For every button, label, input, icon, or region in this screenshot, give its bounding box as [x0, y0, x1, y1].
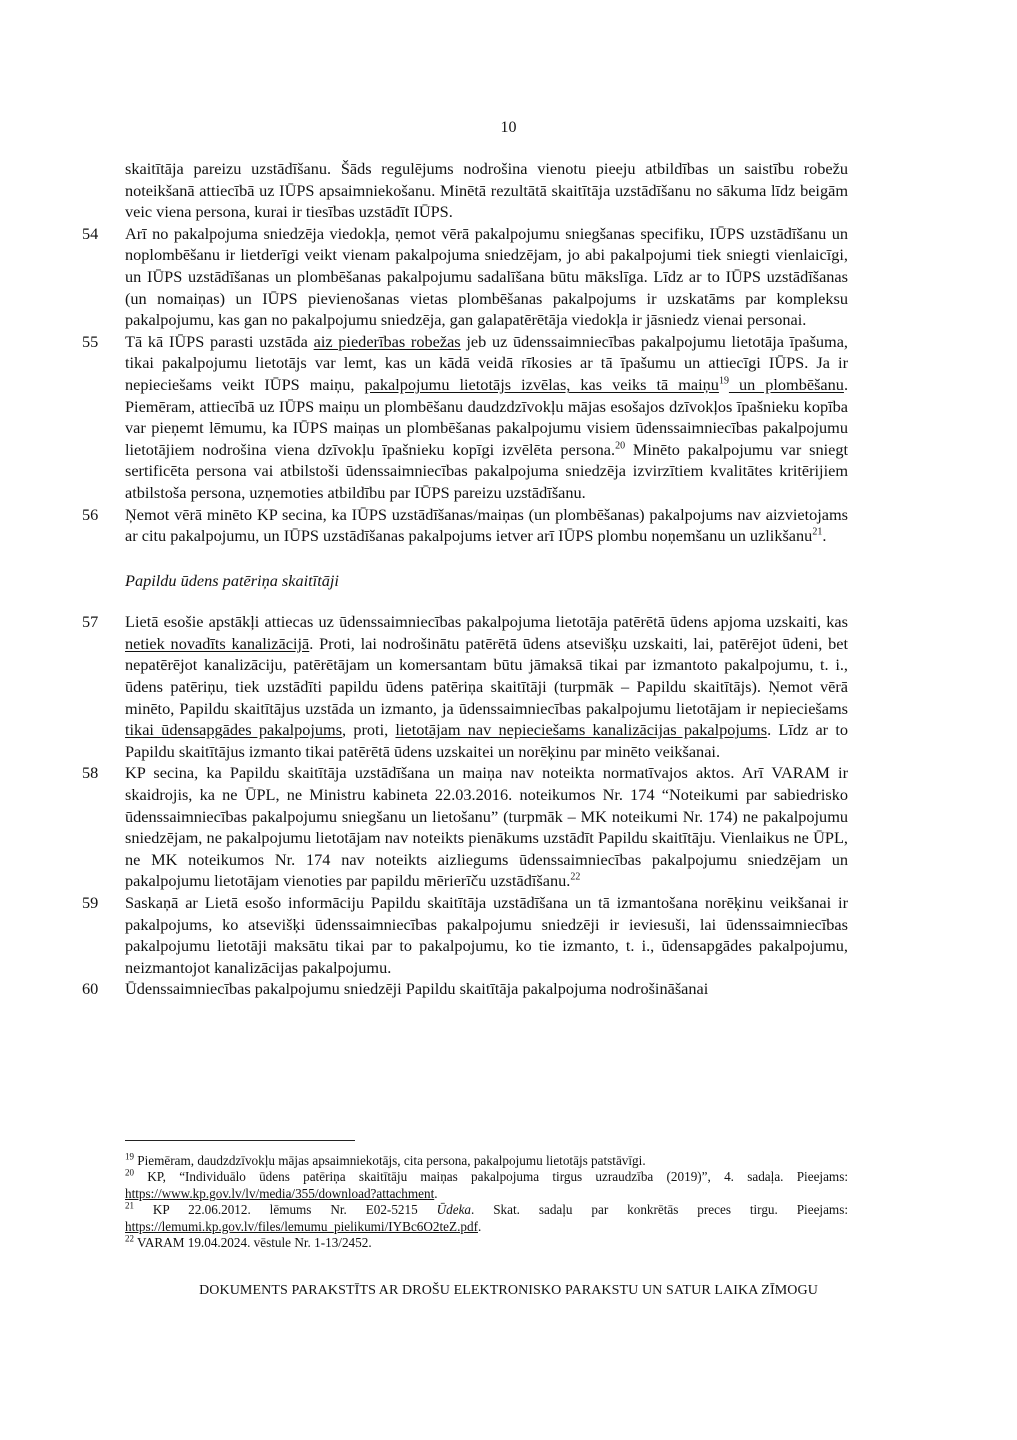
footnote-text: . Skat. sadaļu par konkrētās preces tirgu. Pieejams:: [471, 1202, 848, 1218]
paragraph-60: [82, 978, 848, 1000]
footnote-ref-21[interactable]: 21: [812, 526, 823, 538]
footnote-link[interactable]: https://www.kp.gov.lv/lv/media/355/download?attachment: [125, 1185, 435, 1201]
footnote-text: KP, “Individuālo ūdens patēriņa skaitītāju maiņas pakalpojuma tirgus uzraudzība (2019)”, 4. sadaļa. Pieejams:: [134, 1169, 848, 1185]
footnote-text: .: [434, 1185, 438, 1201]
text-run: .: [822, 526, 827, 546]
section-heading: Papildu ūdens patēriņa skaitītāji: [125, 570, 339, 590]
paragraph-text: skaitītāja pareizu uzstādīšanu. Šāds regulējums nodrošina vienotu pieeju atbildības un saistību robežu noteikšanā attiecībā uz IŪPS apsaimniekošanu. Minētā rezultātā skaitītāja uzstādīšanu no sākuma līdz beigām veic viena persona, kurai ir tiesības uzstādīt IŪPS.: [125, 159, 848, 222]
paragraph-59: [82, 892, 848, 978]
paragraph-number: 54: [82, 223, 99, 243]
paragraph-text: [125, 504, 848, 547]
paragraph-number: 57: [82, 612, 99, 632]
text-run: Minēto pakalpojumu var sniegt sertificēta persona vai atbilstoši ūdenssaimniecības pakalpojuma sniedzēja izvirzītiem kvalitātes kritērijiem atbilstoša persona, uzņemoties atbildību par IŪPS pareizu uzstādīšanu.: [125, 439, 849, 502]
footnote-number: 20: [125, 1168, 134, 1179]
paragraph-text: [125, 762, 848, 892]
footnote-number: 19: [125, 1151, 134, 1162]
paragraph-57: [82, 611, 848, 762]
paragraph-number: 58: [82, 763, 99, 783]
footnote-19: [125, 1153, 848, 1169]
paragraph-number: 60: [82, 979, 99, 999]
footnote-21: [125, 1202, 848, 1235]
paragraph-text: Saskaņā ar Lietā esošo informāciju Papildu skaitītāja uzstādīšana un tā izmantošana norēķinu veikšanai ir pakalpojums, ko atsevišķi ūdenssaimniecības pakalpojumu sniedzēji ir ieviesuši, lai ūdenssaimniecības pakalpojumu lietotāji maksātu tikai par to pakalpojumu, ko tie izmanto, t. i., ūdensapgādes pakalpojumu, neizmantojot kanalizācijas pakalpojumu.: [125, 893, 848, 977]
page-number: 10: [500, 119, 517, 136]
paragraph-56: [82, 504, 848, 547]
text-run: . Līdz ar to Papildu skaitītājus izmanto tikai patērētā ūdens uzskaitei un norēķinu par minēto veikšanai.: [125, 720, 848, 761]
footnote-number: 21: [125, 1200, 134, 1211]
paragraph-text: Ūdenssaimniecības pakalpojumu sniedzēji Papildu skaitītāja pakalpojuma nodrošināšanai: [125, 979, 709, 999]
underlined-text: un plombēšanu: [728, 374, 844, 394]
text-run: Tā kā IŪPS parasti uzstāda: [125, 331, 314, 351]
paragraph-text: [125, 611, 848, 762]
text-run: jeb uz ūdenssaimniecības pakalpojumu lietotāja īpašuma, tikai pakalpojumu lietotājs var lemt, kas un kādā veidā rīkosies ar tā īpašumu un attiecīgi IŪPS. Ja ir nepieciešams veikt IŪPS maiņu,: [125, 331, 849, 394]
text-run: , proti,: [342, 720, 396, 740]
paragraph-58: [82, 762, 848, 892]
paragraph-continuation: [82, 158, 848, 223]
underlined-text: aiz piederības robežas: [313, 331, 461, 351]
text-run: Lietā esošie apstākļi attiecas uz ūdenssaimniecības pakalpojuma lietotāja patērētā ūdens apjoma uzskaiti, kas: [125, 612, 848, 632]
footnote-link[interactable]: https://lemumi.kp.gov.lv/files/lemumu_pielikumi/IYBc6O2teZ.pdf: [125, 1218, 478, 1234]
paragraph-text: Arī no pakalpojuma sniedzēja viedokļa, ņemot vērā pakalpojumu sniegšanas specifiku, IŪPS uzstādīšanu un noplombēšanu ir lietderīgi veikt vienam pakalpojuma sniedzējam, jo abi pakalpojumi tiek sniegti vienlaicīgi, un IŪPS uzstādīšanas un plombēšanas pakalpojumu sadalīšana būtu mākslīga. Līdz ar to IŪPS uzstādīšanas (un nomaiņas) un IŪPS pievienošanas vietas plombēšanas pakalpojums ir uzskatāms par kompleksu pakalpojumu, kas gan no pakalpojumu sniedzēja, gan galapatērētāja viedokļa ir jāsniedz vienai personai.: [125, 223, 848, 330]
underlined-text: tikai ūdensapgādes pakalpojums: [125, 720, 343, 740]
footnote-number: 22: [125, 1233, 134, 1244]
underlined-text: pakalpojumu lietotājs izvēlas, kas veiks tā maiņu: [364, 374, 719, 394]
underlined-text: netiek novadīts kanalizācijā: [125, 633, 310, 653]
paragraph-number: 55: [82, 331, 99, 351]
footnote-text: Piemēram, daudzdzīvokļu mājas apsaimniekotājs, cita persona, pakalpojumu lietotājs patstāvīgi.: [134, 1153, 646, 1168]
text-run: . Proti, lai nodrošinātu patērētā ūdens atsevišķu uzskaiti, lai, patērējot ūdeni, bet nepatērējot kanalizāciju, patērētājam un komersantam būtu jāmaksā tikai par izmantoto pakalpojumu, t. i., ūdens patēriņu, tiek uzstādīti papildu ūdens patēriņa skaitītāji (turpmāk – Papildu skaitītājs). Ņemot vērā minēto, Papildu skaitītājus uzstāda un izmanto, ja ūdenssaimniecības pakalpojumu lietotājam ir nepieciešams: [125, 633, 848, 718]
footnote-divider: [125, 1140, 355, 1141]
footnote-20: [125, 1169, 848, 1202]
text-run: Ņemot vērā minēto KP secina, ka IŪPS uzstādīšanas/maiņas (un plombēšanas) pakalpojums nav aizvietojams ar citu pakalpojumu, un IŪPS uzstādīšanas pakalpojums ietver arī IŪPS plombu noņemšanu un uzlikšanu: [125, 504, 848, 546]
footnote-text: KP 22.06.2012. lēmums Nr. E02-5215: [134, 1202, 437, 1218]
paragraph-54: [82, 223, 848, 331]
paragraph-number: 56: [82, 504, 99, 524]
paragraph-55: [82, 331, 848, 504]
footnote-ref-22[interactable]: 22: [570, 871, 581, 883]
footnote-22: [125, 1235, 848, 1251]
text-run: KP secina, ka Papildu skaitītāja uzstādīšana un maiņa nav noteikta normatīvajos aktos. Arī VARAM ir skaidrojis, ka ne ŪPL, ne Ministru kabineta 22.03.2016. noteikumos Nr. 174 “Noteikumi par sabiedrisko ūdenssaimniecības pakalpojumu sniegšanu un lietošanu” (turpmāk – MK noteikumi Nr. 174) ne pakalpojumu sniedzējam, ne pakalpojumu lietotājam nav noteikts pienākums uzstādīt Papildu skaitītāju. Vienlaikus ne ŪPL, ne MK noteikumos Nr. 174 nav noteikts aizliegums ūdenssaimniecības pakalpojumu sniedzējam un pakalpojumu lietotājam vienoties par papildu mērierīču uzstādīšanu.: [125, 763, 848, 891]
signature-footer: DOKUMENTS PARAKSTĪTS AR DROŠU ELEKTRONISKO PARAKSTU UN SATUR LAIKA ZĪMOGU: [199, 1283, 818, 1298]
footnote-text: .: [477, 1218, 482, 1234]
footnote-ref-19[interactable]: 19: [718, 375, 729, 387]
text-run: . Piemēram, attiecībā uz IŪPS maiņu un plombēšanu daudzdzīvokļu mājas esošajos dzīvokļos īpašnieku kopība var pieņemt lēmumu, ka IŪPS maiņas un plombēšanas pakalpojumu visiem ūdenssaimniecības pakalpojumu lietotājiem nodrošina viena dzīvokļu īpašnieku kopīgi izvēlēta persona.: [125, 374, 849, 459]
footnote-ref-20[interactable]: 20: [615, 440, 626, 452]
underlined-text: lietotājam nav nepieciešams kanalizācijas pakalpojums: [395, 720, 768, 740]
footnote-italic: Ūdeka: [436, 1202, 472, 1218]
footnotes: [125, 1153, 848, 1251]
paragraph-text: [125, 331, 848, 504]
paragraph-number: 59: [82, 893, 99, 912]
footnote-text: VARAM 19.04.2024. vēstule Nr. 1-13/2452.: [134, 1235, 372, 1251]
document-body: [82, 158, 848, 1000]
